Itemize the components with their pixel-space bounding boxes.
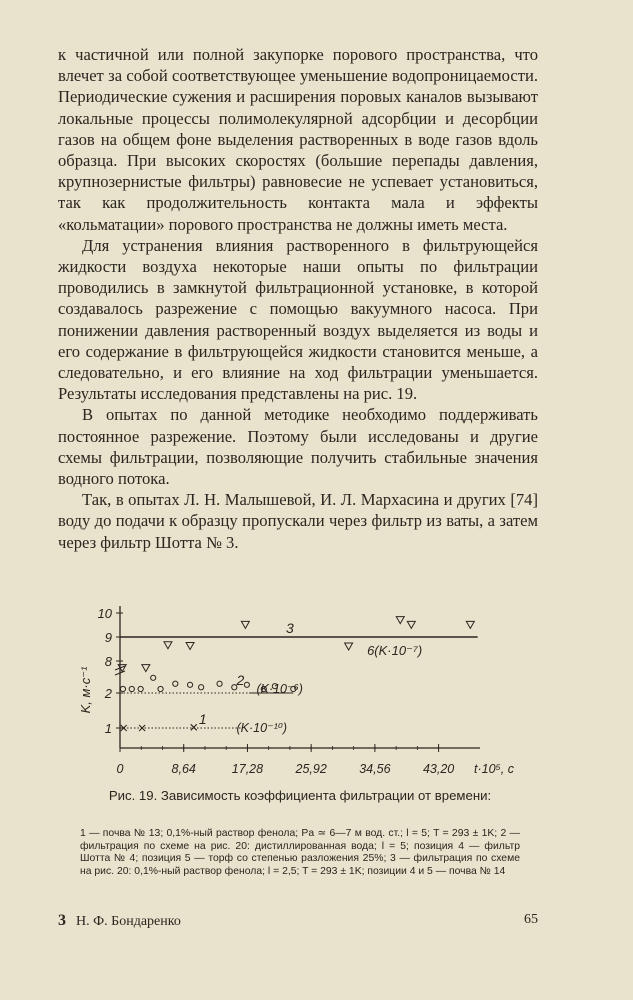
x-tick-label: 0 <box>116 762 124 776</box>
page-footer <box>58 912 538 930</box>
y-tick-label: 1 <box>104 721 112 736</box>
series-3-point <box>142 665 150 672</box>
filtration-chart <box>74 600 514 785</box>
series-2-point <box>129 686 134 691</box>
x-tick-label: 34,56 <box>359 762 391 776</box>
series-3-point <box>164 642 172 649</box>
series-3-label: 3 <box>285 620 294 636</box>
series-2-point <box>173 681 178 686</box>
figure-19 <box>74 600 514 785</box>
body-text <box>58 44 538 553</box>
y-tick-label: 10 <box>97 606 112 621</box>
series-2-point <box>120 686 125 691</box>
series-1-unit: (K·10⁻¹⁰) <box>236 721 288 735</box>
series-2-point <box>244 682 249 687</box>
y-tick-label: 8 <box>104 654 112 669</box>
x-tick-label: 43,20 <box>422 762 455 776</box>
signature-mark: 3 <box>58 912 66 929</box>
series-1-point <box>139 725 145 731</box>
series-3-point <box>186 643 194 650</box>
paragraph-4: Так, в опытах Л. Н. Малышевой, И. Л. Мархасина и других [74] воду до подачи к образцу пропускали через фильтр из ваты, а затем через фильтр Шотта № 3. <box>58 490 538 552</box>
y-tick-label: 9 <box>104 630 112 645</box>
paragraph-3: В опытах по данной методике необходимо поддерживать постоянное разрежение. Поэтому были исследованы и другие схемы фильтрации, позволяющие получить стабильные значения водного потока. <box>58 405 538 489</box>
x-tick-label: 8,64 <box>171 762 196 776</box>
series-3-point <box>407 621 415 628</box>
figure-caption: Рис. 19. Зависимость коэффициента фильтрации от времени: <box>108 788 492 803</box>
series-2-unit: (K·10⁻⁶) <box>256 682 303 696</box>
paragraph-2: Для устранения влияния растворенного в фильтрующейся жидкости воздуха некоторые наши опыты по фильтрации проводились в замкнутой фильтрационной установке, в которой создавалось разрежение с помощью вакуумного насоса. При понижении давления растворенный воздух выделяется из воды и его содержание в фильтрующейся жидкости становится меньше, а следовательно, и его влияние на ход фильтрации уменьшается. Результаты исследования представлены на рис. 19. <box>58 235 538 404</box>
y-tick-label: 2 <box>104 686 112 701</box>
series-3-point <box>345 643 353 650</box>
series-2-label: 2 <box>236 672 245 688</box>
series-2-point <box>138 686 143 691</box>
series-1-label: 1 <box>198 711 207 727</box>
series-3-point <box>396 617 404 624</box>
series-1-point <box>191 724 197 730</box>
series-2-point <box>187 682 192 687</box>
series-2-point <box>199 685 204 690</box>
series-6-label: 6(K·10⁻⁷) <box>367 643 423 658</box>
series-2-point <box>217 681 222 686</box>
x-tick-label: 25,92 <box>295 762 327 776</box>
page-number: 65 <box>524 912 538 927</box>
x-axis-label: t·10⁵, с <box>474 762 514 776</box>
series-3-point <box>466 621 474 628</box>
paragraph-1: к частичной или полной закупорке порового пространства, что влечет за собой соответствующее уменьшение водопроницаемости. Периодические сужения и расширения поровых каналов вызывают локальные процессы полимолекулярной адсорбции и десорбции газов на общем фоне выделения растворенных в воде газов вдоль образца. При высоких скоростях (большие перепады давления, крупнозернистые фильтры) равновесие не успевает установиться, так как продолжительность контакта мала и эффекты «кольматации» порового пространства не должны иметь места. <box>58 45 538 234</box>
author-name: Н. Ф. Бондаренко <box>76 914 181 929</box>
series-2-point <box>158 686 163 691</box>
extra-point <box>151 675 156 680</box>
y-axis-label: K, м·с⁻¹ <box>78 666 93 714</box>
series-3-point <box>241 621 249 628</box>
figure-legend: 1 — почва № 13; 0,1%-ный раствор фенола; Pа ≃ 6—7 м вод. ст.; l = 5; T = 293 ± 1K; 2 — фильтрация по схеме на рис. 20: дистиллированная вода; l = 5; позиция 4 — фильтр Шотта № 4; позиция 5 — торф со степенью разложения 25%; 3 — фильтрация по схеме на рис. 20: 0,1%-ный раствор фенола; l = 2,5; T = 293 ± 1K; позиции 4 и 5 — почва № 14 <box>80 828 520 877</box>
x-tick-label: 17,28 <box>231 762 264 776</box>
